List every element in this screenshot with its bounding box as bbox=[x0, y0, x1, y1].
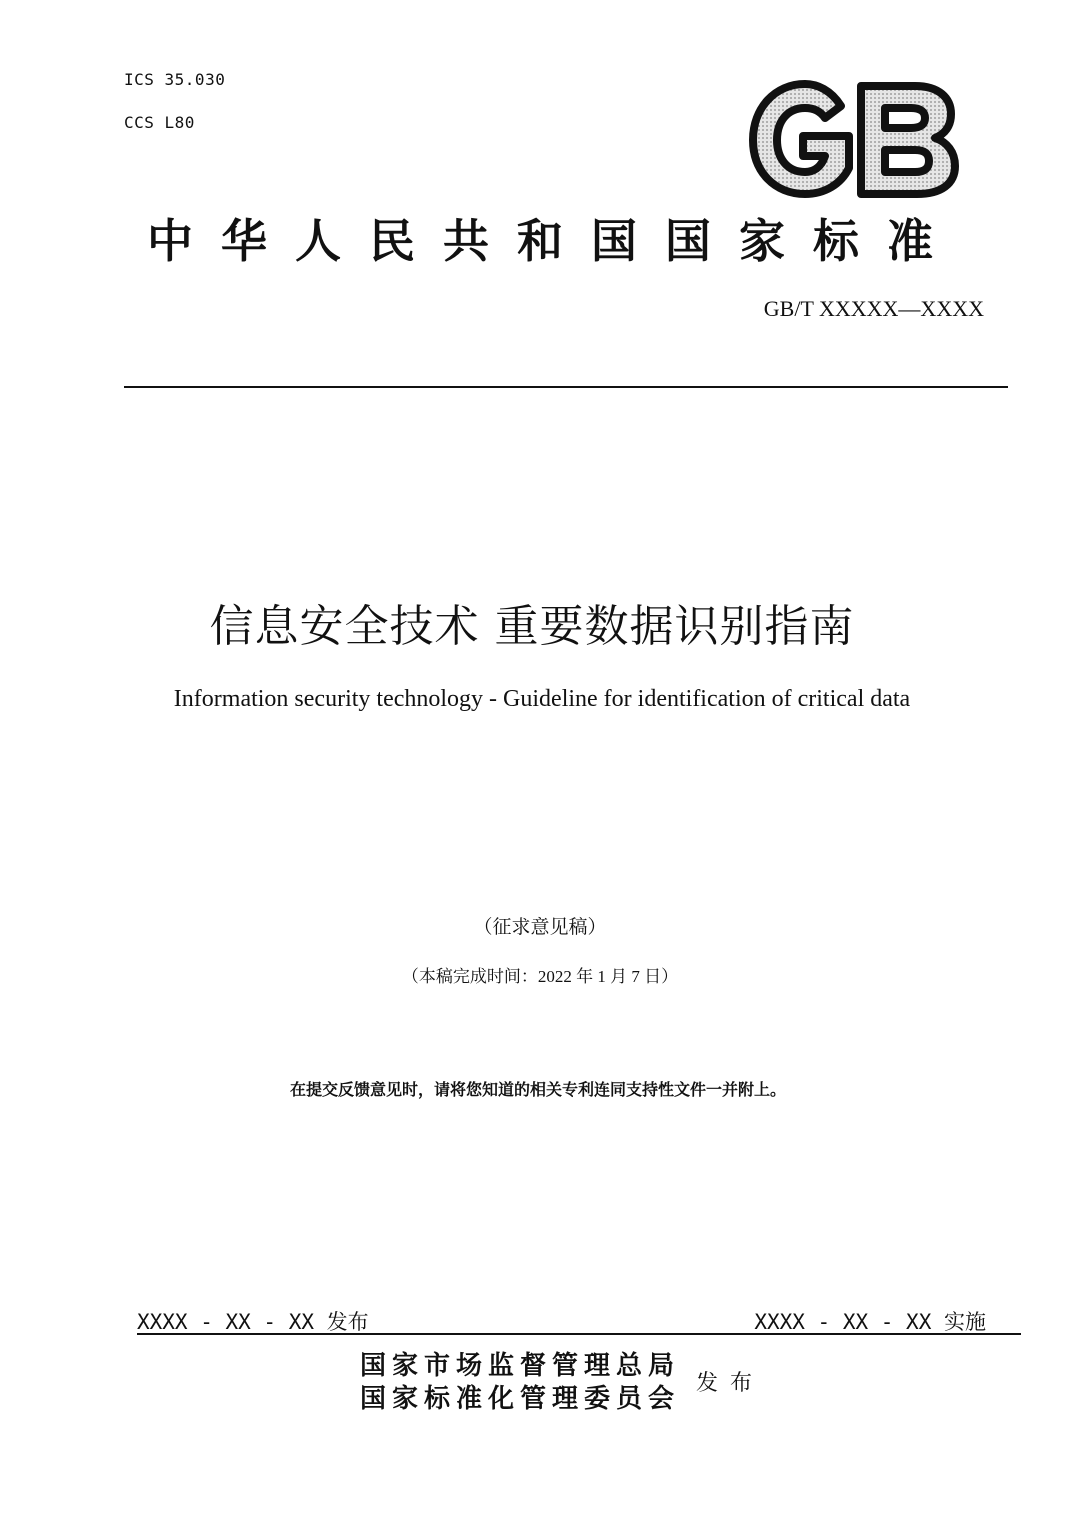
draft-completion-date: （本稿完成时间：2022 年 1 月 7 日） bbox=[401, 967, 679, 986]
implement-date: XXXX - XX - XX 实施 bbox=[754, 1310, 986, 1334]
standard-number: GB/T XXXXX—XXXX bbox=[763, 296, 984, 321]
draft-label: （征求意见稿） bbox=[473, 916, 607, 938]
ccs-code: CCS L80 bbox=[124, 113, 195, 132]
national-standard-title: 中华人民共和国国家标准 bbox=[147, 214, 961, 268]
patent-notice: 在提交反馈意见时，请将您知道的相关专利连同支持性文件一并附上。 bbox=[289, 1080, 786, 1099]
publish-date: XXXX - XX - XX 发布 bbox=[137, 1310, 369, 1334]
document-title-cn: 信息安全技术 重要数据识别指南 bbox=[209, 601, 855, 652]
issuing-authorities bbox=[360, 1350, 680, 1416]
issuer-sac: 国家标准化管理委员会 bbox=[360, 1384, 681, 1414]
header-divider bbox=[124, 386, 1008, 388]
document-title-en: Information security technology - Guideline for identification of critical data bbox=[173, 686, 911, 712]
footer-divider bbox=[137, 1333, 1021, 1335]
issuer-samr: 国家市场监督管理总局 bbox=[360, 1351, 681, 1381]
gb-logo-icon bbox=[745, 80, 960, 198]
ics-code: ICS 35.030 bbox=[124, 70, 226, 89]
issue-label: 发布 bbox=[696, 1371, 765, 1396]
